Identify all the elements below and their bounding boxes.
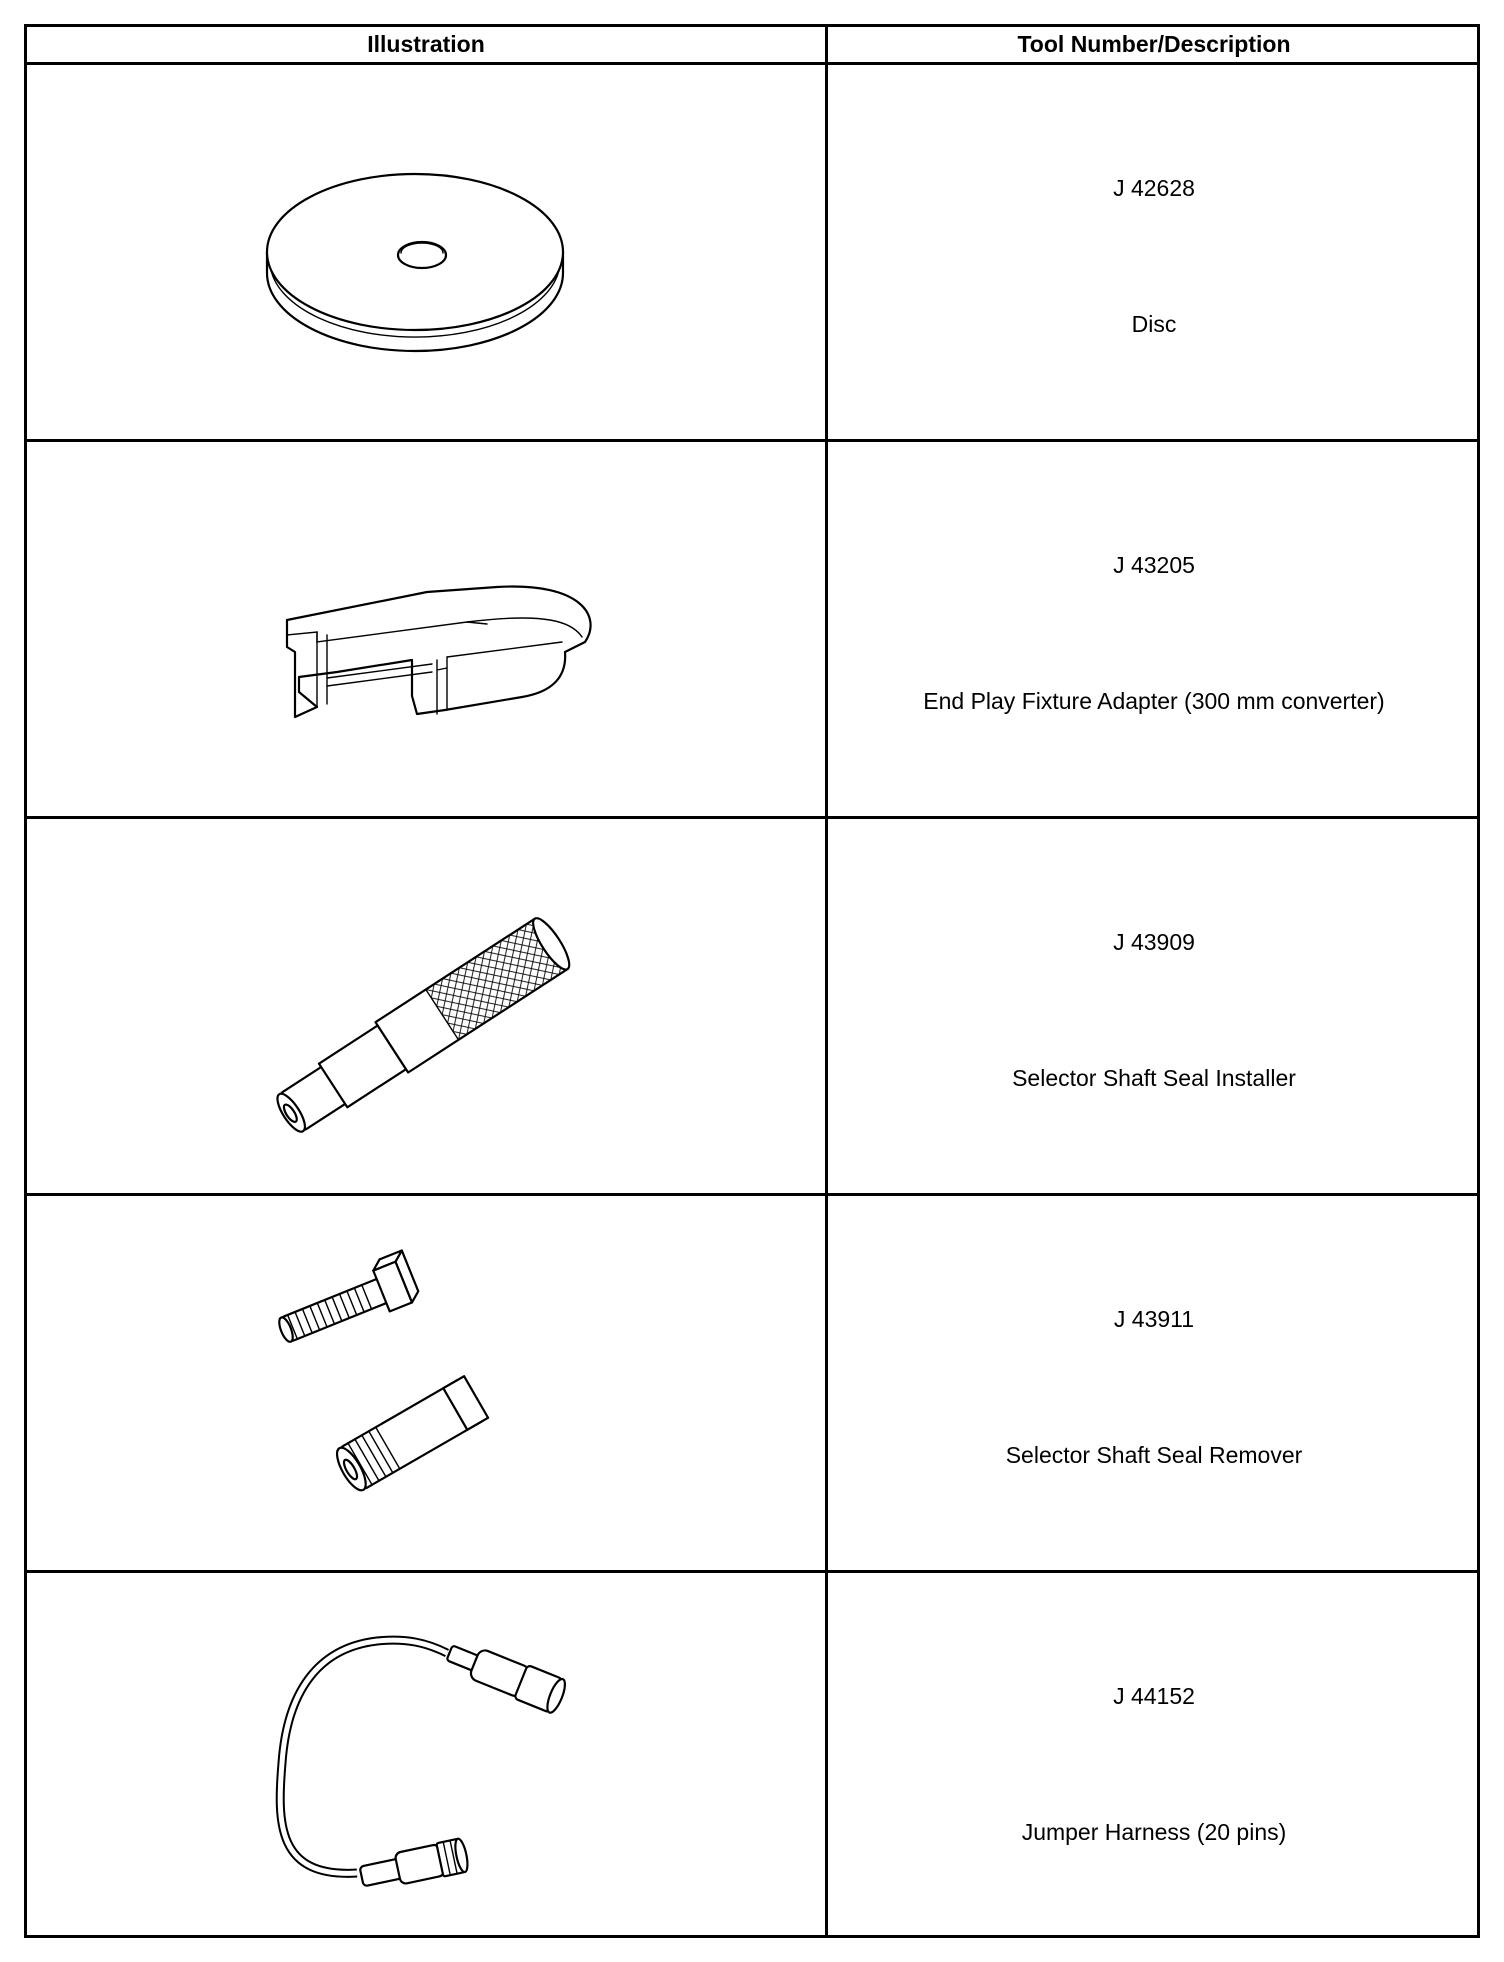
tool-description: Selector Shaft Seal Installer (1012, 1065, 1296, 1091)
illustration-cell (27, 65, 825, 439)
tool-description: End Play Fixture Adapter (300 mm converter) (923, 688, 1385, 714)
description-cell (828, 442, 1480, 816)
tool-number: J 43909 (1113, 929, 1195, 955)
tool-number: J 43911 (1113, 1306, 1195, 1332)
table-row (27, 819, 1477, 1196)
tool-table (24, 24, 1480, 1938)
table-row (27, 65, 1477, 442)
tool-number: J 43205 (1113, 552, 1195, 578)
disc-icon (27, 65, 825, 439)
description-cell (828, 65, 1480, 439)
illustration-cell (27, 819, 825, 1193)
jumper-harness-icon (27, 1573, 825, 1947)
fixture-adapter-icon (27, 442, 825, 816)
description-cell (828, 819, 1480, 1193)
table-row (27, 1196, 1477, 1573)
illustration-cell (27, 442, 825, 816)
header-tool-description: Tool Number/Description (1017, 31, 1291, 57)
seal-remover-icon (27, 1196, 825, 1570)
table-row (27, 1573, 1477, 1935)
description-cell (828, 1573, 1480, 1935)
table-header (27, 27, 1477, 65)
header-illustration: Illustration (367, 31, 485, 57)
illustration-cell (27, 1573, 825, 1935)
tool-number: J 44152 (1113, 1683, 1195, 1709)
tool-description: Selector Shaft Seal Remover (1005, 1442, 1303, 1468)
illustration-cell (27, 1196, 825, 1570)
seal-installer-icon (27, 819, 825, 1193)
tool-description: Jumper Harness (20 pins) (1021, 1819, 1287, 1845)
description-cell (828, 1196, 1480, 1570)
tool-description: Disc (1131, 311, 1177, 337)
tool-number: J 42628 (1113, 175, 1195, 201)
table-row (27, 442, 1477, 819)
